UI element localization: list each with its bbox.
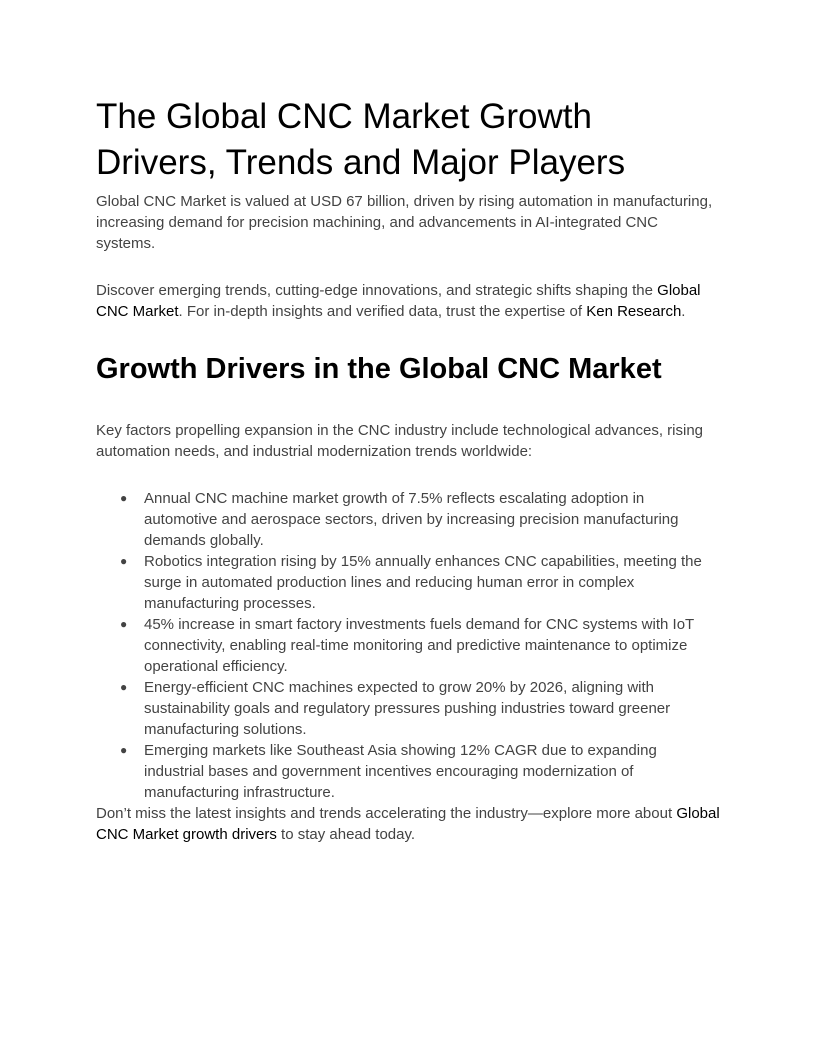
drivers-list xyxy=(96,488,720,803)
list-item-text: Emerging markets like Southeast Asia showing 12% CAGR due to expanding industrial bases and government incentives encouraging modernization of manufacturing infrastructure. xyxy=(144,742,657,801)
discover-middle-text: . For in-depth insights and verified data, trust the expertise of xyxy=(178,303,587,320)
discover-end-text: . xyxy=(681,303,686,320)
closing-paragraph xyxy=(96,803,720,845)
list-item xyxy=(96,488,720,551)
bullet-icon: ● xyxy=(120,491,128,505)
list-item-text: 45% increase in smart factory investments fuels demand for CNC systems with IoT connectivity, enabling real-time monitoring and predictive maintenance to optimize operational efficiency. xyxy=(144,616,694,675)
page-title: The Global CNC Market Growth Drivers, Trends and Major Players xyxy=(96,97,626,182)
list-item-text: Robotics integration rising by 15% annually enhances CNC capabilities, meeting the surge in automated production lines and reducing human error in complex manufacturing processes. xyxy=(144,553,702,612)
key-factors-paragraph: Key factors propelling expansion in the CNC industry include technological advances, rising automation needs, and industrial modernization trends worldwide: xyxy=(96,422,704,460)
discover-lead-text: Discover emerging trends, cutting-edge innovations, and strategic shifts shaping the xyxy=(96,282,658,299)
discover-paragraph xyxy=(96,280,720,322)
document-page xyxy=(96,94,720,845)
closing-end-text: to stay ahead today. xyxy=(276,826,416,843)
global-cnc-market-link[interactable]: Global CNC Market xyxy=(96,282,701,320)
bullet-icon: ● xyxy=(120,617,128,631)
bullet-icon: ● xyxy=(120,554,128,568)
growth-drivers-link[interactable]: Global CNC Market growth drivers xyxy=(96,805,720,843)
bullet-icon: ● xyxy=(120,680,128,694)
list-item-text: Annual CNC machine market growth of 7.5% reflects escalating adoption in automotive and aerospace sectors, driven by increasing precision manufacturing demands globally. xyxy=(144,490,679,549)
list-item xyxy=(96,551,720,614)
closing-lead-text: Don’t miss the latest insights and trends accelerating the industry—explore more about xyxy=(96,805,677,822)
list-item-text: Energy-efficient CNC machines expected to grow 20% by 2026, aligning with sustainability goals and regulatory pressures pushing industries toward greener manufacturing solutions. xyxy=(144,679,671,738)
intro-paragraph: Global CNC Market is valued at USD 67 billion, driven by rising automation in manufacturing, increasing demand for precision machining, and advancements in AI-integrated CNC systems. xyxy=(96,193,713,252)
section-heading: Growth Drivers in the Global CNC Market xyxy=(96,353,662,385)
list-item xyxy=(96,740,720,803)
bullet-icon: ● xyxy=(120,743,128,757)
list-item xyxy=(96,614,720,677)
ken-research-link[interactable]: Ken Research xyxy=(586,303,682,320)
list-item xyxy=(96,677,720,740)
